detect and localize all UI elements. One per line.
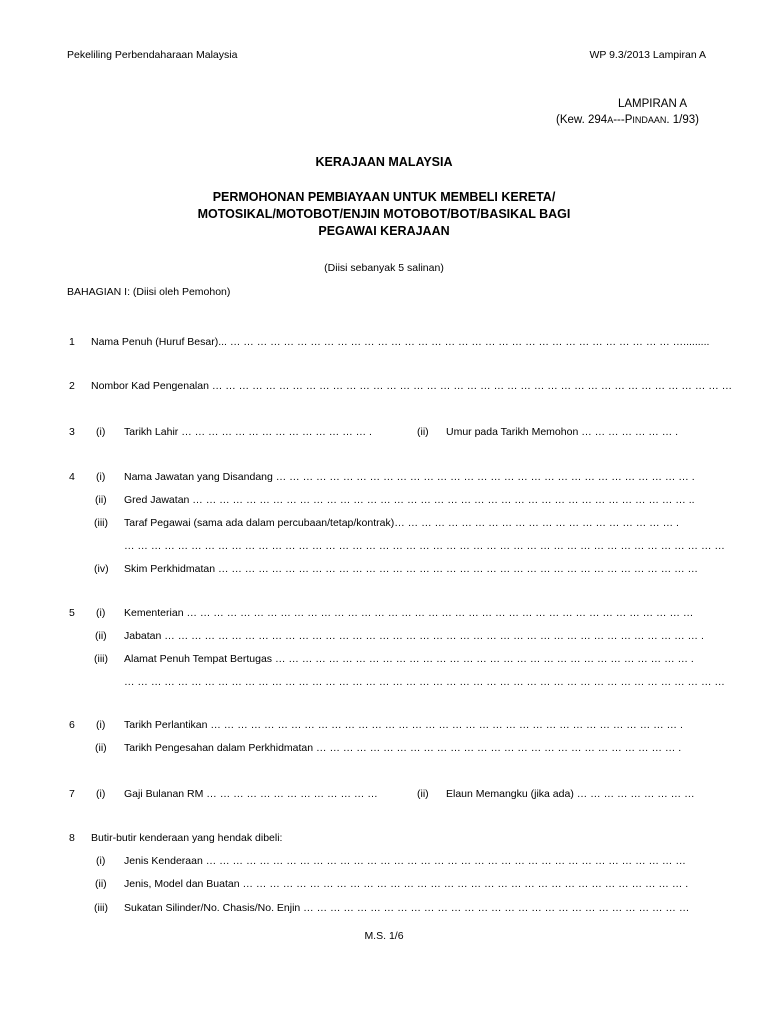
page-number: M.S. 1/6 bbox=[364, 930, 404, 942]
roman-3-i: (i) bbox=[96, 426, 106, 438]
field-taraf-pegawai-cont: … … … … … … … … … … … … … … … … … … … … … … … … … … … … … … … … … … … … … … … … … … … … … bbox=[124, 540, 725, 552]
roman-8-iii: (iii) bbox=[94, 902, 108, 914]
lampiran-title: LAMPIRAN A bbox=[617, 98, 687, 110]
roman-8-i: (i) bbox=[96, 855, 106, 867]
title-line-2: MOTOSIKAL/MOTOBOT/ENJIN MOTOBOT/BOT/BASIKAL BAGI bbox=[197, 207, 571, 221]
field-nama-penuh: Nama Penuh (Huruf Besar)... … … … … … … … … … … … … … … … … … … … … … … … … … … … … … … … … … …......... bbox=[91, 336, 710, 348]
roman-7-i: (i) bbox=[96, 788, 106, 800]
roman-4-iv: (iv) bbox=[94, 563, 109, 575]
item-number-7: 7 bbox=[69, 788, 75, 800]
field-jabatan: Jabatan … … … … … … … … … … … … … … … … … … … … … … … … … … … … … … … … … … … … … … … … . bbox=[124, 630, 704, 642]
field-kad-pengenalan: Nombor Kad Pengenalan … … … … … … … … … … … … … … … … … … … … … … … … … … … … … … … … … … … … … … … bbox=[91, 380, 733, 392]
roman-8-ii: (ii) bbox=[95, 878, 107, 890]
roman-3-ii: (ii) bbox=[417, 426, 429, 438]
roman-6-i: (i) bbox=[96, 719, 106, 731]
field-sukatan-silinder: Sukatan Silinder/No. Chasis/No. Enjin … … … … … … … … … … … … … … … … … … … … … … … … … … … … … bbox=[124, 902, 690, 914]
field-alamat-bertugas: Alamat Penuh Tempat Bertugas … … … … … … … … … … … … … … … … … … … … … … … … … … … … … … … . bbox=[124, 653, 694, 665]
field-taraf-pegawai: Taraf Pegawai (sama ada dalam percubaan/tetap/kontrak)… … … … … … … … … … … … … … … … … … … … … . bbox=[124, 517, 679, 529]
header-right: WP 9.3/2013 Lampiran A bbox=[589, 49, 706, 61]
item-number-1: 1 bbox=[69, 336, 75, 348]
section-heading: BAHAGIAN I: (Diisi oleh Pemohon) bbox=[67, 286, 231, 298]
lampiran-reference: (Kew. 294A---PINDAAN. 1/93) bbox=[556, 114, 699, 126]
field-tarikh-lahir: Tarikh Lahir … … … … … … … … … … … … … … . bbox=[124, 426, 372, 438]
field-kementerian: Kementerian … … … … … … … … … … … … … … … … … … … … … … … … … … … … … … … … … … … … … … bbox=[124, 607, 694, 619]
field-jenis-kenderaan: Jenis Kenderaan … … … … … … … … … … … … … … … … … … … … … … … … … … … … … … … … … … … … bbox=[124, 855, 686, 867]
roman-5-i: (i) bbox=[96, 607, 106, 619]
item-number-8: 8 bbox=[69, 832, 75, 844]
roman-5-ii: (ii) bbox=[95, 630, 107, 642]
item-number-4: 4 bbox=[69, 471, 75, 483]
roman-4-iii: (iii) bbox=[94, 517, 108, 529]
copies-note: (Diisi sebanyak 5 salinan) bbox=[324, 262, 444, 274]
field-tarikh-pengesahan: Tarikh Pengesahan dalam Perkhidmatan … … … … … … … … … … … … … … … … … … … … … … … … … … … . bbox=[124, 742, 682, 754]
field-gaji-bulanan: Gaji Bulanan RM … … … … … … … … … … … … … bbox=[124, 788, 378, 800]
title-kerajaan: KERAJAAN MALAYSIA bbox=[315, 155, 453, 169]
roman-5-iii: (iii) bbox=[94, 653, 108, 665]
roman-4-ii: (ii) bbox=[95, 494, 107, 506]
field-nama-jawatan: Nama Jawatan yang Disandang … … … … … … … … … … … … … … … … … … … … … … … … … … … … … … … . bbox=[124, 471, 695, 483]
roman-4-i: (i) bbox=[96, 471, 106, 483]
butir-kenderaan-heading: Butir-butir kenderaan yang hendak dibeli: bbox=[91, 832, 283, 844]
field-skim-perkhidmatan: Skim Perkhidmatan … … … … … … … … … … … … … … … … … … … … … … … … … … … … … … … … … … … … bbox=[124, 563, 699, 575]
title-line-3: PEGAWAI KERAJAAN bbox=[318, 224, 450, 238]
field-umur: Umur pada Tarikh Memohon … … … … … … … . bbox=[446, 426, 679, 438]
roman-7-ii: (ii) bbox=[417, 788, 429, 800]
field-tarikh-perlantikan: Tarikh Perlantikan … … … … … … … … … … … … … … … … … … … … … … … … … … … … … … … … … … … . bbox=[124, 719, 683, 731]
header-left: Pekeliling Perbendaharaan Malaysia bbox=[67, 49, 238, 61]
field-model-buatan: Jenis, Model dan Buatan … … … … … … … … … … … … … … … … … … … … … … … … … … … … … … … … … . bbox=[124, 878, 689, 890]
item-number-3: 3 bbox=[69, 426, 75, 438]
field-gred-jawatan: Gred Jawatan … … … … … … … … … … … … … … … … … … … … … … … … … … … … … … … … … … … … … .. bbox=[124, 494, 695, 506]
item-number-2: 2 bbox=[69, 380, 75, 392]
roman-6-ii: (ii) bbox=[95, 742, 107, 754]
title-line-1: PERMOHONAN PEMBIAYAAN UNTUK MEMBELI KERETA/ bbox=[212, 190, 556, 204]
item-number-6: 6 bbox=[69, 719, 75, 731]
item-number-5: 5 bbox=[69, 607, 75, 619]
field-elaun-memangku: Elaun Memangku (jika ada) … … … … … … … … … bbox=[446, 788, 695, 800]
field-alamat-bertugas-cont: … … … … … … … … … … … … … … … … … … … … … … … … … … … … … … … … … … … … … … … … … … … … … bbox=[124, 676, 725, 688]
